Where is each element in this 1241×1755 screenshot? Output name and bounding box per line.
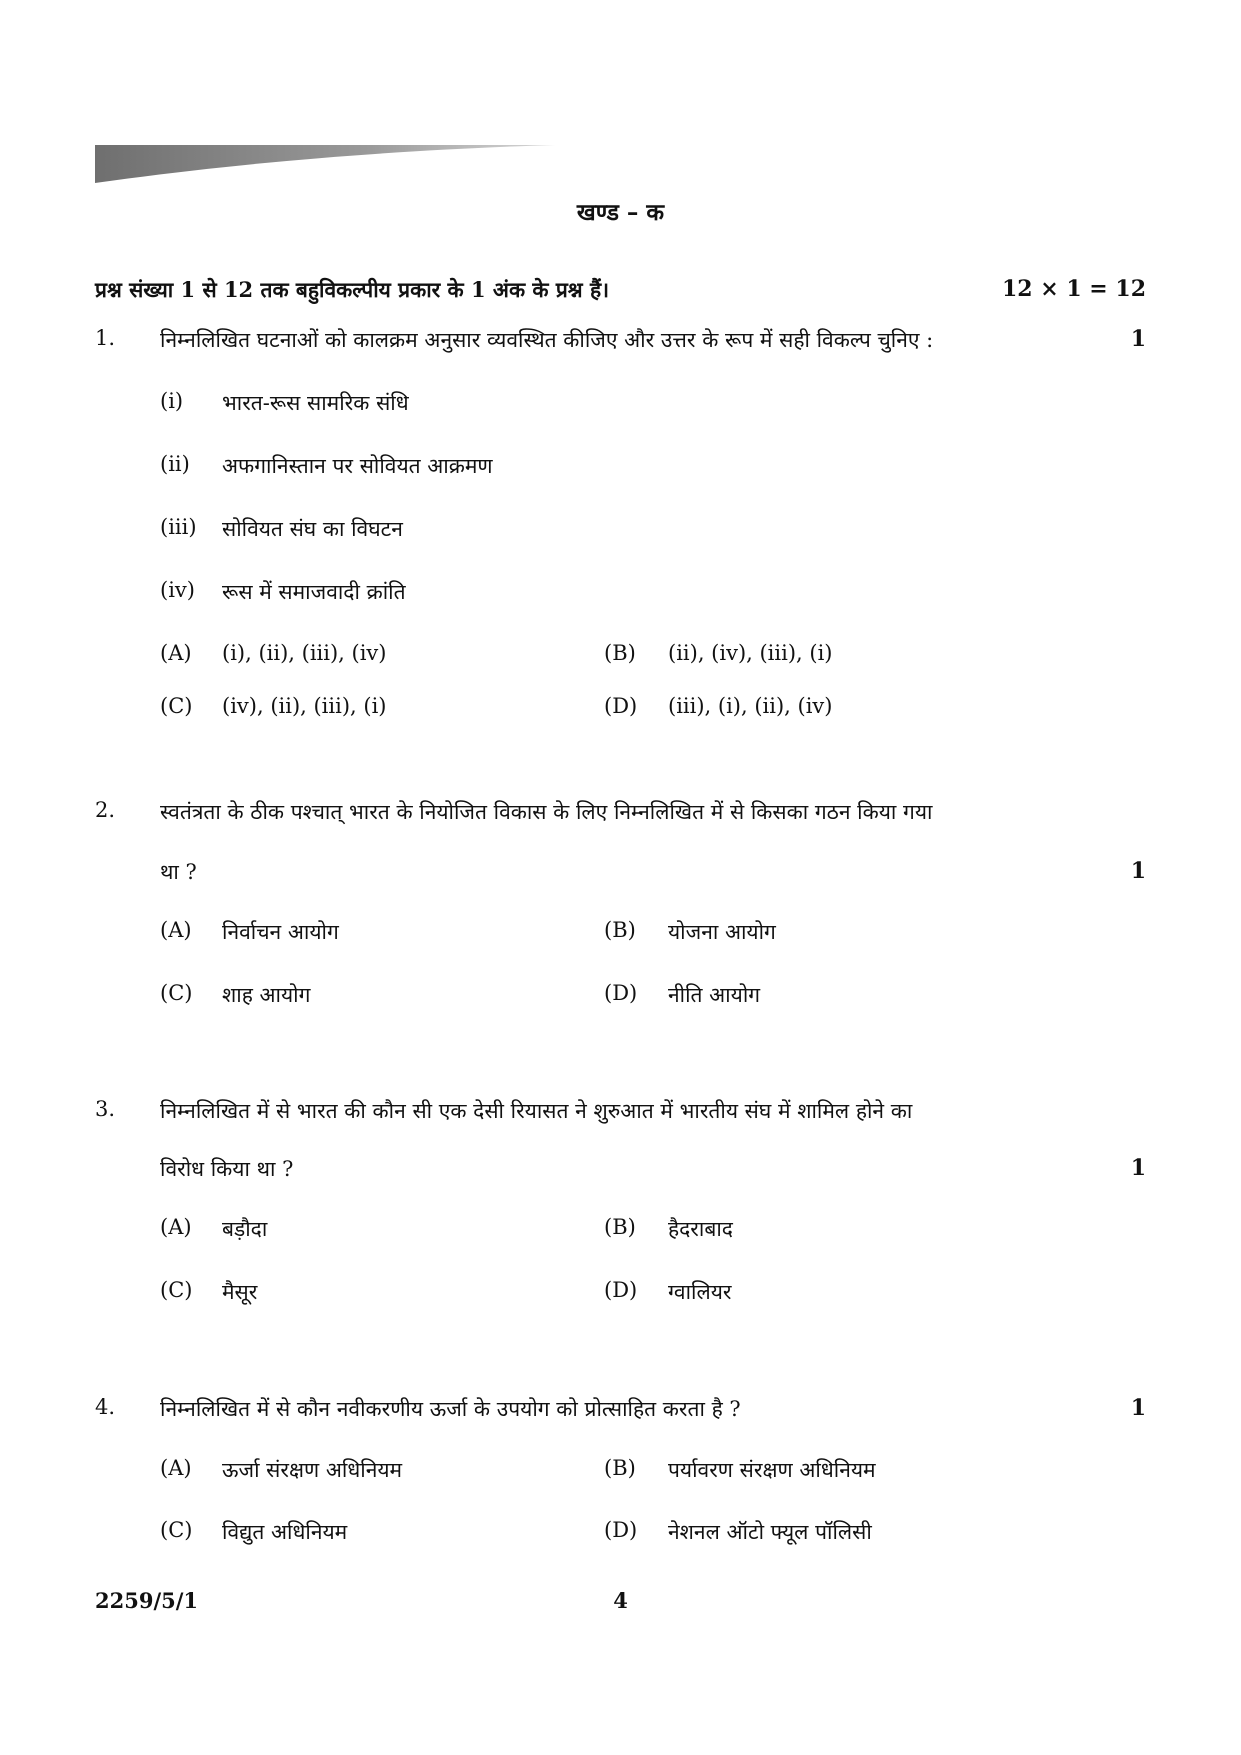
option-text: मैसूर	[222, 1280, 258, 1304]
option-text: निर्वाचन आयोग	[222, 920, 339, 944]
item-text: भारत-रूस सामरिक संधि	[222, 391, 409, 415]
question-marks: 1	[1130, 1395, 1146, 1421]
question-text: स्वतंत्रता के ठीक पश्चात् भारत के नियोजित विकास के लिए निम्नलिखित में से किसका गठन किया गया	[160, 800, 933, 824]
option-text: ऊर्जा संरक्षण अधिनियम	[222, 1458, 403, 1482]
question-text: निम्नलिखित में से कौन नवीकरणीय ऊर्जा के उपयोग को प्रोत्साहित करता है ?	[160, 1397, 741, 1421]
instruction-text: प्रश्न संख्या 1 से 12 तक बहुविकल्पीय प्रकार के 1 अंक के प्रश्न हैं।	[95, 277, 610, 302]
option-label: (A)	[160, 918, 192, 942]
item-label: (iii)	[160, 515, 197, 539]
option-label: (B)	[604, 1215, 636, 1239]
option-text: हैदराबाद	[668, 1217, 733, 1241]
instruction-marks: 12 × 1 = 12	[1001, 276, 1146, 302]
option-text: योजना आयोग	[668, 920, 776, 944]
option-label: (B)	[604, 641, 636, 665]
question-text: निम्नलिखित घटनाओं को कालक्रम अनुसार व्यवस्थित कीजिए और उत्तर के रूप में सही विकल्प चुनिए :	[160, 328, 934, 352]
question-number: 2.	[95, 798, 116, 822]
question-number: 4.	[95, 1395, 116, 1419]
section-title: खण्ड – क	[576, 199, 665, 226]
option-text: (i), (ii), (iii), (iv)	[222, 641, 387, 665]
question-marks: 1	[1130, 326, 1146, 352]
item-label: (i)	[160, 389, 184, 413]
question-marks: 1	[1130, 858, 1146, 884]
item-label: (ii)	[160, 452, 190, 476]
option-text: (ii), (iv), (iii), (i)	[668, 641, 833, 665]
item-text: सोवियत संघ का विघटन	[222, 517, 403, 541]
option-text: शाह आयोग	[222, 983, 311, 1007]
option-label: (A)	[160, 641, 192, 665]
paper-code: 2259/5/1	[95, 1588, 199, 1613]
option-label: (C)	[160, 1278, 193, 1302]
question-text: निम्नलिखित में से भारत की कौन सी एक देसी रियासत ने शुरुआत में भारतीय संघ में शामिल होने का	[160, 1099, 913, 1123]
item-text: अफगानिस्तान पर सोवियत आक्रमण	[222, 454, 493, 478]
option-label: (D)	[604, 1518, 638, 1542]
question-text-continued: विरोध किया था ?	[160, 1157, 294, 1181]
option-label: (C)	[160, 981, 193, 1005]
item-text: रूस में समाजवादी क्रांति	[222, 580, 406, 604]
option-text: (iv), (ii), (iii), (i)	[222, 694, 387, 718]
option-text: बड़ौदा	[222, 1217, 268, 1241]
question-number: 3.	[95, 1097, 116, 1121]
option-text: (iii), (i), (ii), (iv)	[668, 694, 833, 718]
question-number: 1.	[95, 326, 116, 350]
option-text: नीति आयोग	[668, 983, 761, 1007]
option-label: (A)	[160, 1456, 192, 1480]
question-text-continued: था ?	[160, 860, 197, 884]
question-marks: 1	[1130, 1155, 1146, 1181]
header-swoosh-decoration	[95, 143, 555, 185]
option-label: (C)	[160, 694, 193, 718]
option-label: (D)	[604, 981, 638, 1005]
item-label: (iv)	[160, 578, 195, 602]
option-label: (B)	[604, 918, 636, 942]
option-label: (C)	[160, 1518, 193, 1542]
option-text: विद्युत अधिनियम	[222, 1520, 348, 1544]
page-number: 4	[613, 1588, 628, 1613]
option-text: नेशनल ऑटो फ्यूल पॉलिसी	[668, 1520, 872, 1544]
option-text: ग्वालियर	[668, 1280, 732, 1304]
option-label: (A)	[160, 1215, 192, 1239]
option-label: (D)	[604, 1278, 638, 1302]
option-label: (B)	[604, 1456, 636, 1480]
option-label: (D)	[604, 694, 638, 718]
option-text: पर्यावरण संरक्षण अधिनियम	[668, 1458, 876, 1482]
